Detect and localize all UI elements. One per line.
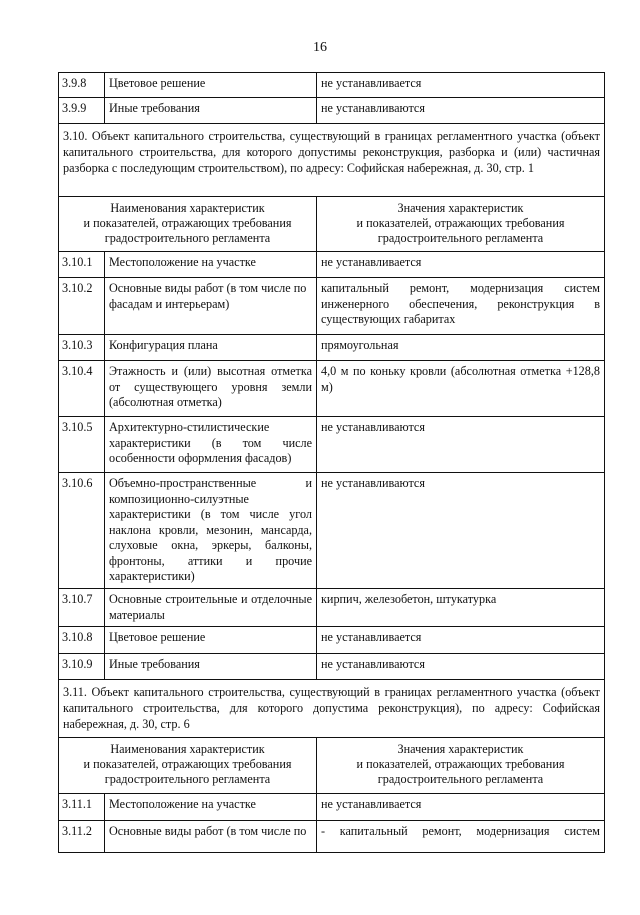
characteristic-name: Цветовое решение [105,73,317,98]
header-characteristic-values: Значения характеристик и показателей, отражающих требования градостроительного регламента [317,197,605,252]
table-row [59,252,605,278]
characteristic-name: Архитектурно-стилистические характеристики (в том числе особенности оформления фасадов) [105,417,317,473]
row-number: 3.10.9 [59,654,105,680]
row-number: 3.10.1 [59,252,105,278]
characteristic-name: Иные требования [105,654,317,680]
characteristic-value: не устанавливается [317,794,605,821]
column-header-row [59,197,605,252]
characteristic-value: прямоугольная [317,335,605,361]
characteristic-value: не устанавливается [317,627,605,654]
row-number: 3.9.9 [59,98,105,124]
regulation-table [58,72,605,853]
characteristic-value: кирпич, железобетон, штукатурка [317,589,605,627]
column-header-row [59,738,605,794]
table-row [59,278,605,335]
characteristic-name: Основные виды работ (в том числе по [105,821,317,853]
characteristic-name: Иные требования [105,98,317,124]
row-number: 3.10.3 [59,335,105,361]
section-title-row [59,124,605,197]
characteristic-value: - капитальный ремонт, модернизация систем [317,821,605,853]
characteristic-value: не устанавливаются [317,473,605,589]
header-characteristic-values: Значения характеристик и показателей, отражающих требования градостроительного регламента [317,738,605,794]
row-number: 3.10.4 [59,361,105,417]
header-characteristic-names: Наименования характеристик и показателей, отражающих требования градостроительного регламента [59,197,317,252]
characteristic-name: Конфигурация плана [105,335,317,361]
header-characteristic-names: Наименования характеристик и показателей, отражающих требования градостроительного регламента [59,738,317,794]
characteristic-value: не устанавливаются [317,417,605,473]
section-3-11-title: 3.11. Объект капитального строительства, существующий в границах регламентного участка (объект капитального строительства, для которого допустима реконструкция), по адресу: Софийская набережная, д. 30, стр. 6 [59,680,605,738]
row-number: 3.11.1 [59,794,105,821]
row-number: 3.10.2 [59,278,105,335]
row-number: 3.10.6 [59,473,105,589]
row-number: 3.10.5 [59,417,105,473]
characteristic-name: Местоположение на участке [105,794,317,821]
table-row [59,98,605,124]
characteristic-name: Местоположение на участке [105,252,317,278]
characteristic-name: Основные виды работ (в том числе по фасадам и интерьерам) [105,278,317,335]
characteristic-value: не устанавливаются [317,98,605,124]
table-row [59,794,605,821]
section-3-10-title: 3.10. Объект капитального строительства, существующий в границах регламентного участка (объект капитального строительства, для которого допустимы реконструкция, разборка и (или) частичная разборка с последующим строительством), по адресу: Софийская набережная, д. 30, стр. 1 [59,124,605,197]
table-row [59,473,605,589]
characteristic-name: Цветовое решение [105,627,317,654]
characteristic-name: Этажность и (или) высотная отметка от существующего уровня земли (абсолютная отметка) [105,361,317,417]
page-number: 16 [313,40,327,55]
table-row [59,361,605,417]
table-row [59,654,605,680]
row-number: 3.9.8 [59,73,105,98]
table-row [59,73,605,98]
characteristic-value: капитальный ремонт, модернизация систем инженерного обеспечения, реконструкция в существующих габаритах [317,278,605,335]
section-title-row [59,680,605,738]
characteristic-name: Объемно-пространственные и композиционно-силуэтные характеристики (в том числе угол наклона кровли, мезонин, мансарда, слуховые окна, эркеры, балконы, фронтоны, аттики и прочие характеристики) [105,473,317,589]
characteristic-value: не устанавливается [317,73,605,98]
table-row [59,627,605,654]
characteristic-name: Основные строительные и отделочные материалы [105,589,317,627]
characteristic-value: не устанавливается [317,252,605,278]
row-number: 3.11.2 [59,821,105,853]
table-row [59,335,605,361]
characteristic-value: не устанавливаются [317,654,605,680]
table-row [59,589,605,627]
characteristic-value: 4,0 м по коньку кровли (абсолютная отметка +128,8 м) [317,361,605,417]
row-number: 3.10.7 [59,589,105,627]
row-number: 3.10.8 [59,627,105,654]
table-row [59,821,605,853]
table-row [59,417,605,473]
